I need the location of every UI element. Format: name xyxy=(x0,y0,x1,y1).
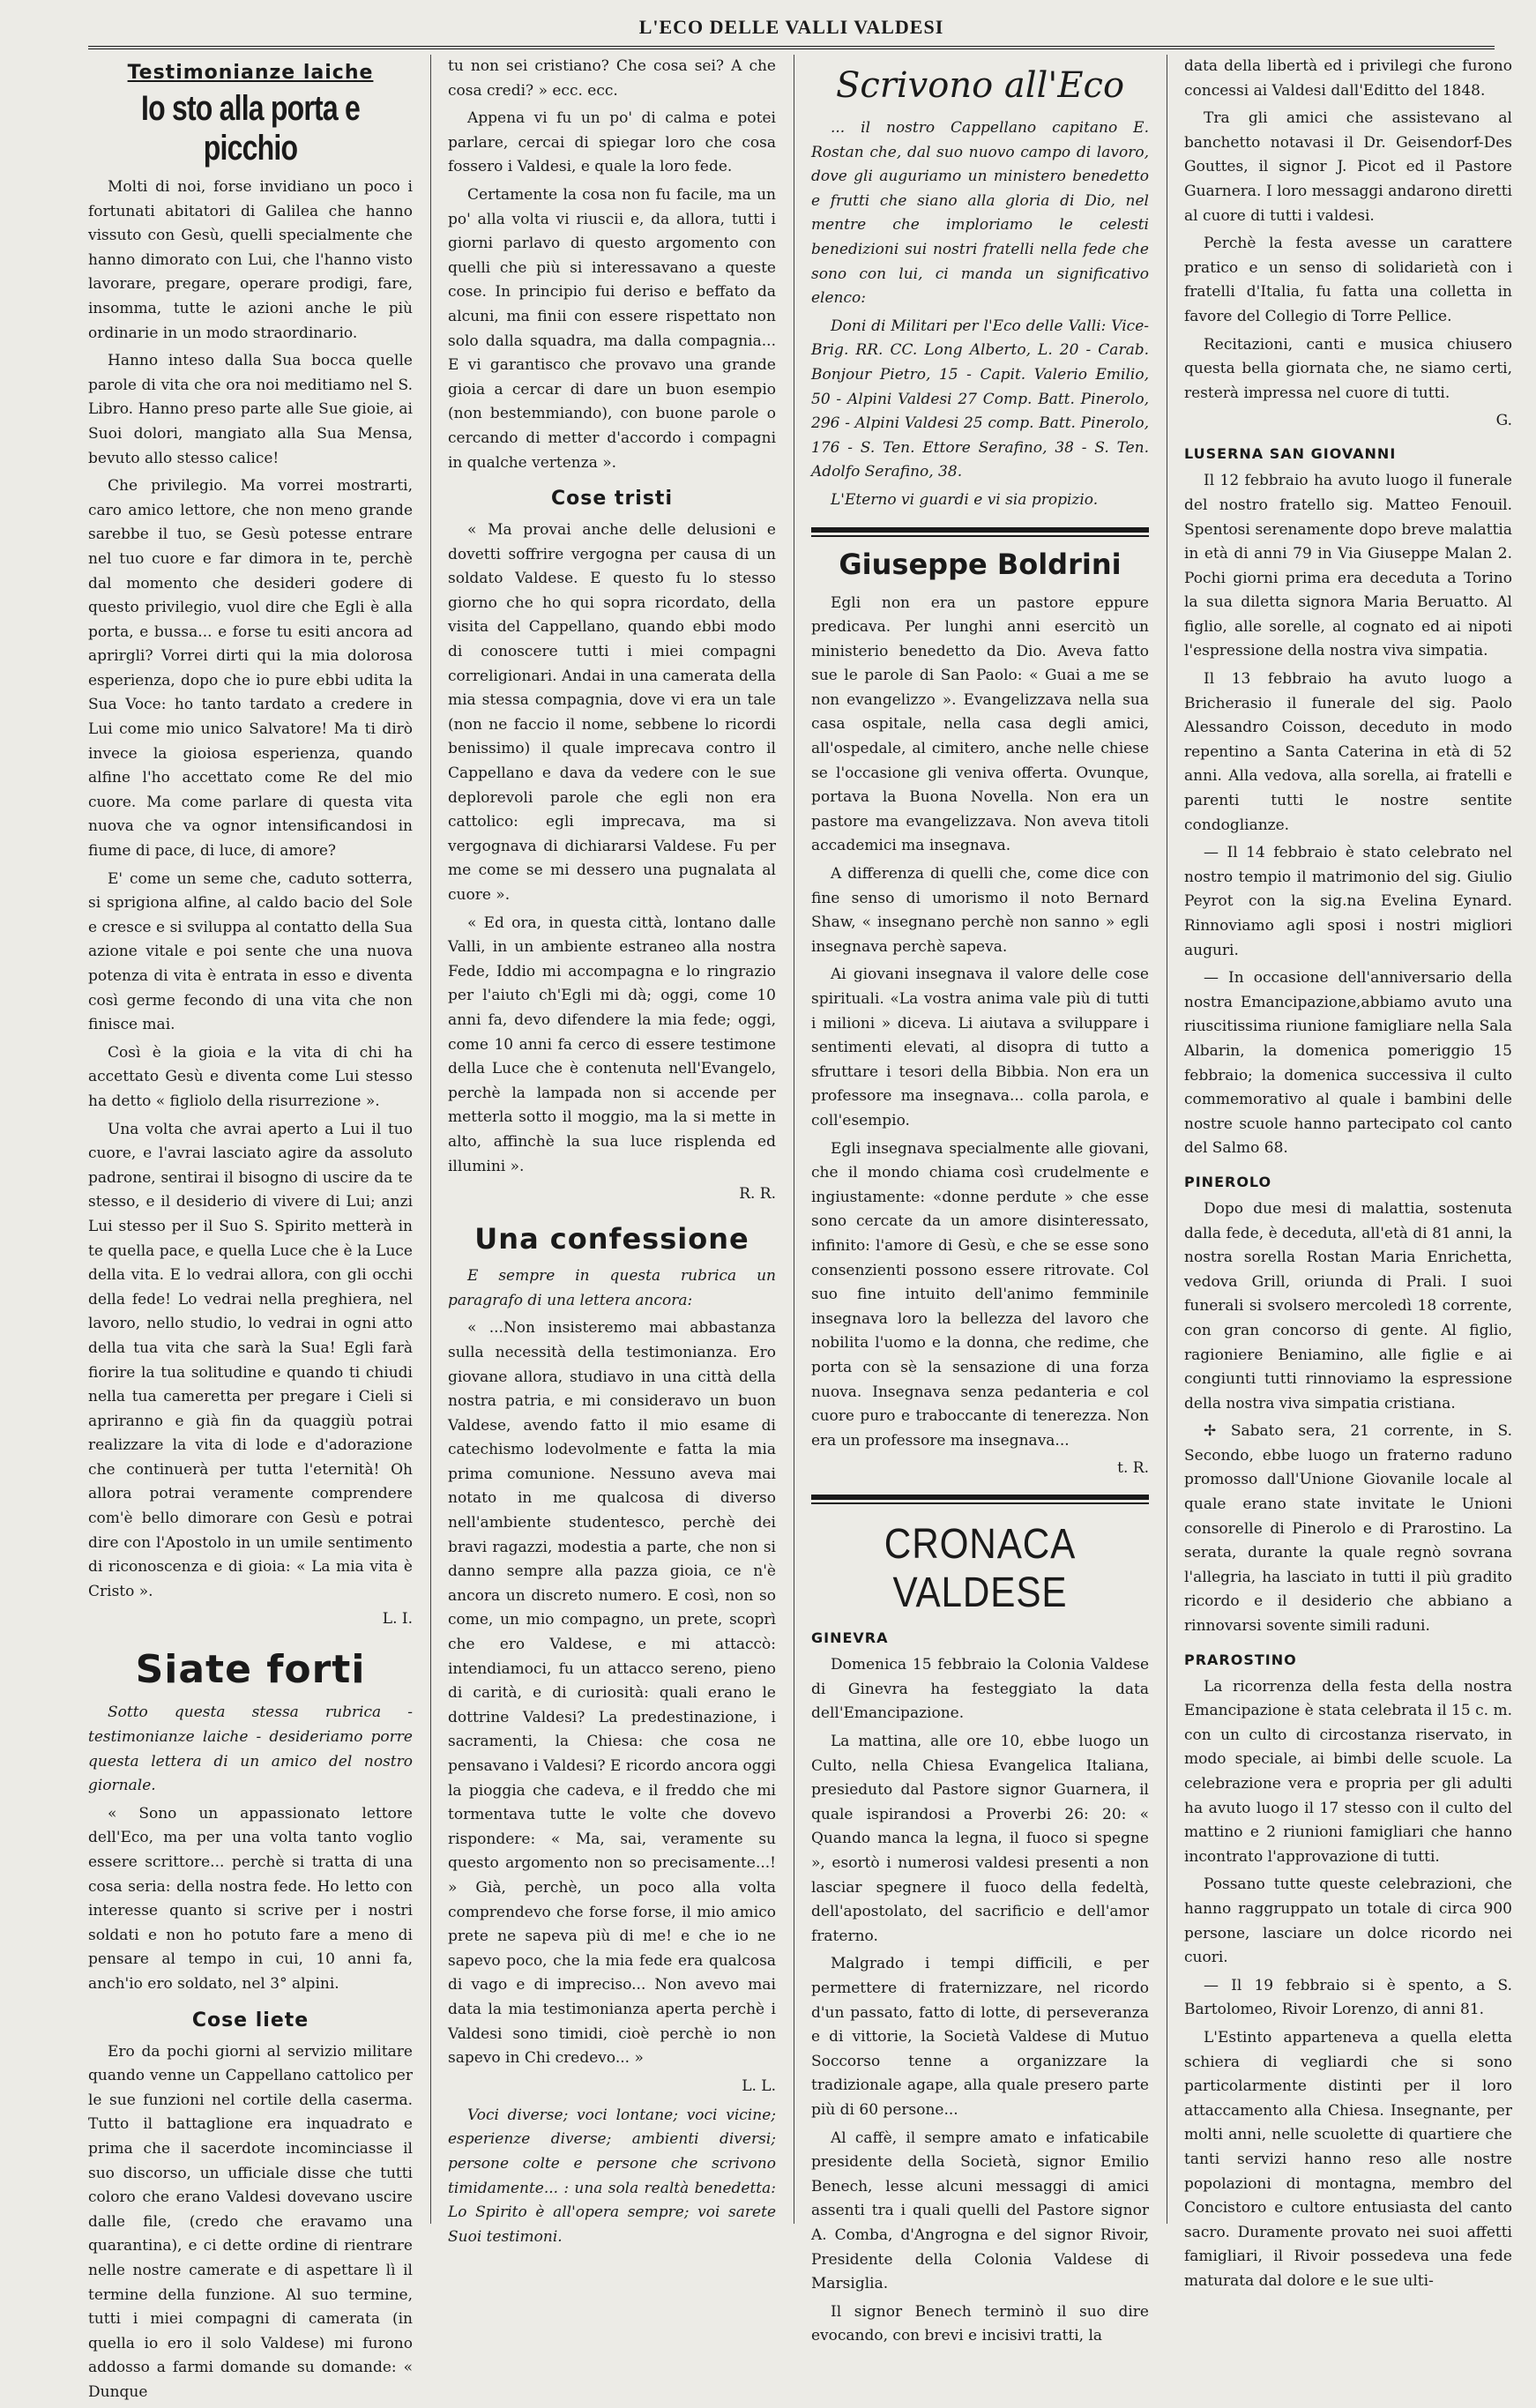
article-headline: Io sto alla porta e picchio xyxy=(141,89,360,168)
paragraph: — Il 14 febbraio è stato celebrato nel nostro tempio il matrimonio del sig. Giulio Peyrot con la sig.na Evelina Eynard. Rinnoviamo agli sposi i nostri migliori auguri. xyxy=(1184,844,1512,959)
paragraph: Hanno inteso dalla Sua bocca quelle parole di vita che ora noi meditiamo nel S. Libro. Hanno preso parte alle Sue gioie, ai Suoi dolori, mangiato alla Sua Mensa, bevuto allo stesso calice! xyxy=(88,352,413,467)
paragraph: Al caffè, il sempre amato e infaticabile presidente della Società, signor Emilio Benech, lesse alcuni messaggi di amici assenti tra i quali quelli del Pastore signor A. Comba, d'Angrogna e del signor Rivoir, Presidente della Colonia Valdese di Marsiglia. xyxy=(811,2128,1149,2293)
column-2 xyxy=(448,55,776,2253)
article-headline: Siate forti xyxy=(135,1647,366,1693)
masthead xyxy=(88,11,1495,49)
article-headline: Giuseppe Boldrini xyxy=(839,547,1122,581)
article-headline: Una confessione xyxy=(474,1222,749,1256)
signature: G. xyxy=(1495,412,1512,430)
section-banner: CRONACA VALDESE xyxy=(884,1521,1077,1617)
heavy-rule xyxy=(811,1495,1149,1500)
paragraph: Egli non era un pastore eppure predicava. Per lunghi anni esercitò un ministerio benedetto da Dio. Aveva fatto sue le parole di San Paolo: « Guai a me se non evangelizzo ». Evangelizzava nella sua casa ospitale, nella casa degli amici, all'ospedale, al cimitero, anche nelle chiese se l'occasione gli veniva offerta. Ovunque, portava la Buona Novella. Non era un pastore ma evangelizzava. Non aveva titoli accademici ma insegnava. xyxy=(811,593,1149,855)
subheading: Cose tristi xyxy=(551,488,673,511)
blessing-line: L'Eterno vi guardi e vi sia propizio. xyxy=(831,490,1099,509)
signature: R. R. xyxy=(739,1185,776,1204)
paragraph: A differenza di quelli che, come dice con fine senso di umorismo il noto Bernard Shaw, « insegnano perchè non sanno » egli insegnava perchè sapeva. xyxy=(811,865,1149,956)
paragraph: Ai giovani insegnava il valore delle cose spirituali. «La vostra anima vale più di tutti i milioni » diceva. Li aiutava a sviluppare i sentimenti elevati, al disopra di tutto a sfruttare i tesori della Bibbia. Non era un professore ma insegnava... colla parola, e coll'esempio. xyxy=(811,965,1149,1129)
paragraph: Appena vi fu un po' di calma e potei parlare, cercai di spiegar loro che cosa fossero i Valdesi, e quale la loro fede. xyxy=(448,109,776,176)
paragraph: E' come un seme che, caduto sotterra, si sprigiona alfine, al caldo bacio del Sole e cresce e si sviluppa al contatto della Sua azione vitale e poi sente che una nuova potenza di vita è entrata in esso e diventa così germe fecondo di una vita che non finisce mai. xyxy=(88,869,413,1034)
column-3 xyxy=(811,55,1149,2352)
section-heading: LUSERNA SAN GIOVANNI xyxy=(1184,445,1397,463)
paragraph: tu non sei cristiano? Che cosa sei? A che cosa credi? » ecc. ecc. xyxy=(448,57,776,100)
signature: L. L. xyxy=(742,2076,776,2095)
paragraph: Ero da pochi giorni al servizio militare quando venne un Cappellano cattolico per le sue funzioni nel cortile della caserma. Tutto il battaglione era inquadrato e prima che il sacerdote incominciasse il suo discorso, un ufficiale disse che tutti coloro che erano Valdesi dovevano uscire dalle file, (credo che eravamo una quarantina), e ci dette ordine di rientrare nelle nostre camerate e di aspettare lì il termine della funzione. Al suo termine, tutti i miei compagni di camerata (in quella io ero il solo Valdese) mi furono addosso a farmi domande su domande: « Dunque xyxy=(88,2042,413,2401)
paragraph: Così è la gioia e la vita di chi ha accettato Gesù e diventa come Lui stesso ha detto « figliolo della risurrezione ». xyxy=(88,1043,413,1110)
closing-paragraph: Voci diverse; voci lontane; voci vicine; esperienze diverse; ambienti diversi; persone colte e persone che scrivono timidamente... : una sola realtà benedetta: Lo Spirito è all'opera sempre; voi sarete Suoi testimoni. xyxy=(448,2106,776,2246)
paragraph: La mattina, alle ore 10, ebbe luogo un Culto, nella Chiesa Evangelica Italiana, presieduto dal Pastore signor Guarnera, il quale ispirandosi a Proverbi 26: 20: « Quando manca la legna, il fuoco si spegne », esortò i numerosi valdesi presenti a non lasciar spegnere il fuoco della fedeltà, dell'apostolato, del sacrificio e dell'amor fraterno. xyxy=(811,1733,1149,1945)
section-heading: GINEVRA xyxy=(811,1629,889,1647)
paragraph: Dopo due mesi di malattia, sostenuta dalla fede, è deceduta, all'età di 81 anni, la nostra sorella Rostan Maria Enrichetta, vedova Grill, oriunda di Prali. I suoi funerali si svolsero mercoledì 18 corrente, con gran concorso di gente. Al figlio, ragioniere Beniamino, alle figlie e ai congiunti tutti rinnoviamo la espressione della nostra viva simpatia cristiana. xyxy=(1184,1199,1512,1413)
paragraph: Il 13 febbraio ha avuto luogo a Bricherasio il funerale del sig. Paolo Alessandro Coisson, deceduto in modo repentino a Santa Caterina in età di 52 anni. Alla vedova, alla sorella, ai fratelli e parenti tutti le nostre sentite condoglianze. xyxy=(1184,670,1512,834)
paragraph: L'Estinto apparteneva a quella eletta schiera di vegliardi che si sono particolarmente distinti per il loro attaccamento alla Chiesa. Insegnante, per molti anni, nelle scuolette di quartiere che tanti servizi hanno reso alle nostre popolazioni di montagna, membro del Concistoro e cultore entusiasta del canto sacro. Duramente provato nei suoi affetti famigliari, il Rivoir possedeva una fede maturata dal dolore e le sue ulti- xyxy=(1184,2028,1512,2290)
paragraph: Tra gli amici che assistevano al banchetto notavasi il Dr. Geisendorf-Des Gouttes, il signor J. Picot ed il Pastore Guarnera. I loro messaggi andarono diretti al cuore di tutti i valdesi. xyxy=(1184,109,1512,225)
donation-list: Doni di Militari per l'Eco delle Valli: Vice-Brig. RR. CC. Long Alberto, L. 20 - Carab. Bonjour Pietro, 15 - Capit. Valerio Emilio, 50 - Alpini Valdesi 27 Comp. Batt. Pinerolo, 296 - Alpini Valdesi 25 comp. Batt. Pinerolo, 176 - S. Ten. Ettore Serafino, 38 - S. Ten. Adolfo Serafino, 38. xyxy=(811,317,1149,481)
paragraph: Una volta che avrai aperto a Lui il tuo cuore, e l'avrai lasciato agire da assoluto padrone, sentirai il bisogno di uscire da te stesso, e il desiderio di vivere di Lui; anzi Lui stesso per il Suo S. Spirito metterà in te quella pace, e quella Luce che è la Luce della vita. E lo vedrai allora, con gli occhi della fede! Lo vedrai nella preghiera, nel lavoro, nello studio, lo vedrai in ogni atto della tua vita che sarà la Sua! Egli farà fiorire la tua solitudine e quando ti chiudi nella tua cameretta per pregare i Cieli si apriranno e già fin da quaggiù potrai realizzare la vita di lode e d'adorazione che continuerà per tutta l'eternità! Oh allora potrai veramente comprendere com'è bello dimorare con Gesù e potrai dire con l'Apostolo in un umile sentimento di riconoscenza e di gioia: « La mia vita è Cristo ». xyxy=(88,1120,413,1600)
paragraph: — Il 19 febbraio si è spento, a S. Bartolomeo, Rivoir Lorenzo, di anni 81. xyxy=(1184,1976,1512,2019)
thin-rule xyxy=(811,1502,1149,1504)
paragraph: Egli insegnava specialmente alle giovani, che il mondo chiama così crudelmente e ingiustamente: «donne perdute » che esse sono cercate da un amore disinteressato, infinito: l'amore di Gesù, e che se esse sono consenzienti possono essere ritrovate. Col suo fine intuito dell'animo femminile insegnava loro la bellezza del lavoro che nobilita l'uomo e la donna, che redime, che porta con sè la sensazione di una forza nuova. Insegnava senza pedanteria e col cuore puro e traboccante di tenerezza. Non era un professore ma insegnava... xyxy=(811,1139,1149,1450)
paragraph: Domenica 15 febbraio la Colonia Valdese di Ginevra ha festeggiato la data dell'Emancipazione. xyxy=(811,1656,1149,1723)
paragraph: Certamente la cosa non fu facile, ma un po' alla volta vi riuscii e, da allora, tutti i giorni parlavo di questo argomento con quelli che più si interessavano a queste cose. In principio fui deriso e beffato da alcuni, ma finii con essere rispettato non solo dalla squadra, ma dalla compagnia... E vi garantisco che provavo una grande gioia a cercar di dare un buon esempio (non bestemmiando), con buone parole o cercando di metter d'accordo i compagni in qualche vertenza ». xyxy=(448,185,776,472)
paragraph: data della libertà ed i privilegi che furono concessi ai Valdesi dall'Editto del 1848. xyxy=(1184,57,1512,100)
rubric-kicker: Testimonianze laiche xyxy=(127,62,374,84)
paragraph: « Ma provai anche delle delusioni e dovetti soffrire vergogna per causa di un soldato Valdese. E questo fu lo stesso giorno che ho qui sopra ricordato, della visita del Cappellano, quando ebbi modo di conoscere tutti i miei compagni correligionari. Andai in una camerata della mia stessa compagnia, dove vi era un tale (non ne faccio il nome, sebbene lo ricordi benissimo) il quale imprecava contro il Cappellano e dava da vedere con le sue deplorevoli parole che egli non era cattolico: egli imprecava, ma si vergognava di dichiararsi Valdese. Fu per me come se mi dessero una pugnalata al cuore ». xyxy=(448,521,776,904)
article-intro: Sotto questa stessa rubrica - testimonianze laiche - desideriamo porre questa lettera di un amico del nostro giornale. xyxy=(88,1703,413,1795)
paragraph: « Ed ora, in questa città, lontano dalle Valli, in un ambiente estraneo alla nostra Fede, Iddio mi accompagna e lo ringrazio per l'aiuto ch'Egli mi dà; oggi, come 10 anni fa, devo difendere la mia fede; oggi, come 10 anni fa cerco di essere testimone della Luce che è contenuta nell'Evangelo, perchè la lampada non si accende per metterla sotto il moggio, ma la si mette in alto, affinchè la sua luce risplenda ed illumini ». xyxy=(448,913,776,1175)
signature: L. I. xyxy=(382,1610,413,1629)
signature: t. R. xyxy=(1117,1459,1149,1478)
article-intro: ... il nostro Cappellano capitano E. Rostan che, dal suo nuovo campo di lavoro, dove gli auguriamo un ministero benedetto e frutti che siano alla gloria di Dio, nel mentre che imploriamo le celesti benedizioni sui nostri fratelli nella fede che sono con lui, ci manda un significativo elenco: xyxy=(811,119,1149,308)
masthead-title: L'ECO DELLE VALLI VALDESI xyxy=(638,16,944,38)
paragraph: La ricorrenza della festa della nostra Emancipazione è stata celebrata il 15 c. m. con un culto di circostanza riservato, in modo speciale, ai bimbi delle scuole. La celebrazione vera e propria per gli adulti ha avuto luogo il 17 stesso con il culto del mattino e 2 riunioni famigliari che hanno incontrato l'approvazione di tutti. xyxy=(1184,1677,1512,1866)
column-divider xyxy=(430,55,431,2224)
column-1 xyxy=(88,55,413,2408)
paragraph: « ...Non insisteremo mai abbastanza sulla necessità della testimonianza. Ero giovane allora, studiavo in una città della nostra patria, e mi consideravo un buon Valdese, avendo fatto il mio esame di catechismo lodevolmente e fatta la mia prima comunione. Nessuno aveva mai notato in me qualcosa di diverso nell'ambiente studentesco, perchè dei bravi ragazzi, modestia a parte, che non si danno sempre alla pazza gioia, ce n'è ancora un discreto numero. E così, non so come, un mio compagno, un prete, scoprì che ero Valdese, e mi attaccò: intendiamoci, fu un attacco sereno, pieno di carità, e di curiosità: quali erano le dottrine Valdesi? La predestinazione, i sacramenti, la Chiesa: che cosa ne pensavano i Valdesi? E ricordo ancora oggi la pioggia che cadeva, e il freddo che mi tormentava tutte le volte che dovevo rispondere: « Ma, sai, veramente su questo argomento non so precisamente...! » Già, perchè, un poco alla volta comprendevo che forse forse, il mio amico prete ne sapeva più di me! e che io ne sapevo poco, che la mia fede era qualcosa di vago e di impreciso... Non avevo mai data la mia testimonianza aperta perchè i Valdesi sono timidi, cioè perchè io non sapevo in Chi credevo... » xyxy=(448,1319,776,2068)
article-intro: E sempre in questa rubrica un paragrafo di una lettera ancora: xyxy=(448,1267,776,1309)
paragraph: Perchè la festa avesse un carattere pratico e un senso di solidarietà con i fratelli d'Italia, fu fatta una colletta in favore del Collegio di Torre Pellice. xyxy=(1184,235,1512,325)
paragraph: Malgrado i tempi difficili, e per permettere di fraternizzare, nel ricordo d'un passato, fatto di lotte, di perseveranza e di vittorie, la Società Valdese di Mutuo Soccorso tenne a organizzare la tradizionale agape, alla quale presero parte più di 60 persone... xyxy=(811,1955,1149,2119)
paragraph: Il 12 febbraio ha avuto luogo il funerale del nostro fratello sig. Matteo Fenouil. Spentosi serenamente dopo breve malattia in età di anni 79 in Via Giuseppe Malan 2. Pochi giorni prima era deceduta a Torino la sua diletta signora Maria Beruatto. Al figlio, alle sorelle, al cognato ed ai nipoti l'espressione della nostra viva simpatia. xyxy=(1184,472,1512,660)
paragraph: Che privilegio. Ma vorrei mostrarti, caro amico lettore, che non meno grande sarebbe il tuo, se Gesù potesse entrare nel tuo cuore e far dimora in te, perchè dal momento che desideri godere di questo privilegio, vuol dire che Egli è alla porta, e bussa... e forse tu esiti ancora ad aprirgli? Vorrei dirti qui la mia dolorosa esperienza, dopo che io pure ebbi udita la Sua Voce: ho tanto tardato a credere in Lui come mio unico Salvatore! Ma ti dirò invece la gioiosa esperienza, quando alfine l'ho accettato come Re del mio cuore. Ma come parlare di questa vita nuova che va ognor intensificandosi in fiume di pace, di luce, di amore? xyxy=(88,477,413,861)
paragraph: « Sono un appassionato lettore dell'Eco, ma per una volta tanto voglio essere scrittore... perchè si tratta di una cosa seria: della nostra fede. Ho letto con interesse quanto si scrive per i nostri soldati e non ho potuto fare a meno di pensare al tempo in cui, 10 anni fa, anch'io ero soldato, nel 3° alpini. xyxy=(88,1804,413,1993)
paragraph: Possano tutte queste celebrazioni, che hanno raggruppato un totale di circa 900 persone, lasciare un dolce ricordo nei cuori. xyxy=(1184,1875,1512,1967)
section-heading: PINEROLO xyxy=(1184,1173,1272,1190)
paragraph: — In occasione dell'anniversario della nostra Emancipazione,abbiamo avuto una riuscitissima riunione famigliare nella Sala Albarin, la domenica pomeriggio 15 febbraio; la domenica successiva il culto commemorativo al quale i bambini delle nostre scuole hanno partecipato col canto del Salmo 68. xyxy=(1184,969,1512,1158)
paragraph: ✢ Sabato sera, 21 corrente, in S. Secondo, ebbe luogo un fraterno raduno promosso dall'Unione Giovanile locale al quale erano state invitate le Unioni consorelle di Pinerolo e di Prarostino. La serata, durante la quale regnò sovrana l'allegria, ha lasciato in tutti il più gradito ricordo e il desiderio che abbiano a rinnovarsi sovente simili raduni. xyxy=(1184,1422,1512,1636)
section-heading: PRAROSTINO xyxy=(1184,1651,1297,1668)
subheading: Cose liete xyxy=(191,2009,309,2032)
paragraph: Il signor Benech terminò il suo dire evocando, con brevi e incisivi tratti, la xyxy=(811,2302,1149,2345)
paragraph: Recitazioni, canti e musica chiusero questa bella giornata che, ne siamo certi, resterà impressa nel cuore di tutti. xyxy=(1184,335,1512,402)
thin-rule xyxy=(811,535,1149,537)
column-4 xyxy=(1184,55,1512,2297)
article-headline: Scrivono all'Eco xyxy=(835,65,1125,106)
paragraph: Molti di noi, forse invidiano un poco i fortunati abitatori di Galilea che hanno vissuto con Gesù, quelli specialmente che hanno dimorato con Lui, che l'hanno visto lavorare, pregare, operare prodigi, fare, insomma, tutte le azioni anche le più ordinarie in un modo straordinario. xyxy=(88,178,413,342)
heavy-rule xyxy=(811,527,1149,533)
